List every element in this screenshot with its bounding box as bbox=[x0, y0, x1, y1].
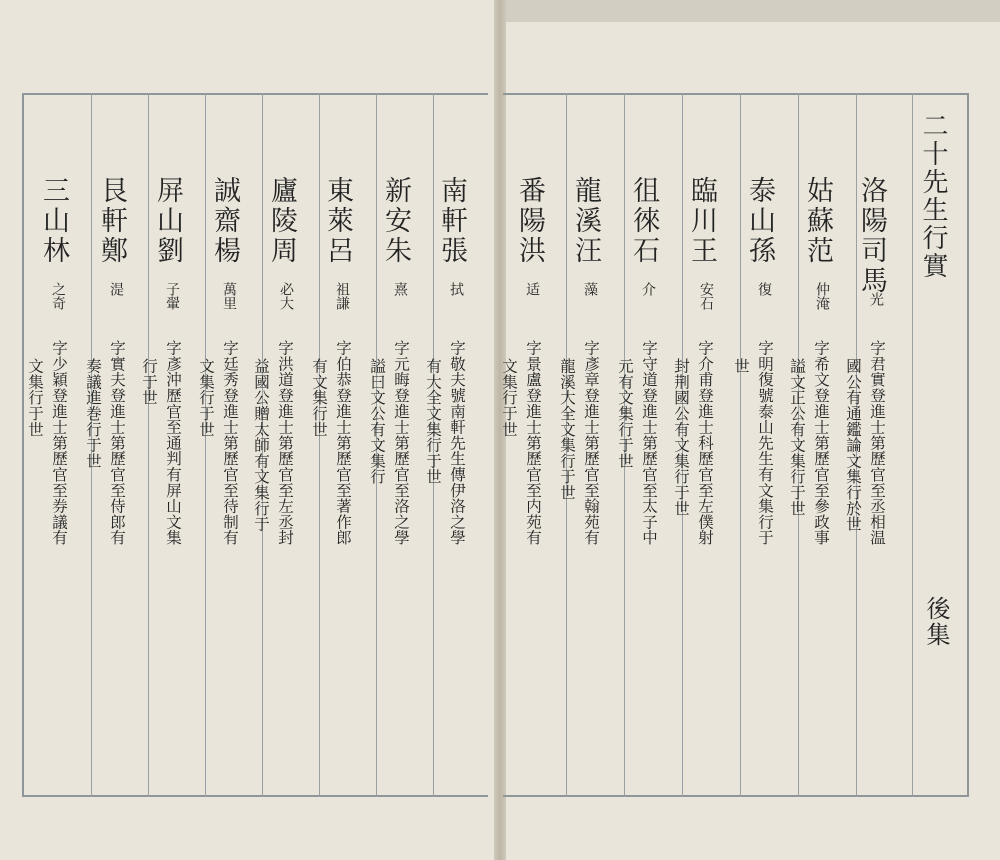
scholar-bio-continued: 謚文正公有文集行于世 bbox=[788, 358, 806, 516]
scholar-name: 廬陵周 bbox=[266, 176, 297, 266]
scholar-given-name: 仲淹 bbox=[814, 282, 830, 310]
scholar-bio: 字伯恭登進士第歷官至著作郎 bbox=[334, 340, 352, 546]
column-rule bbox=[205, 93, 206, 797]
scholar-given-name: 拭 bbox=[448, 282, 464, 296]
scholar-bio: 字君實登進士第歷官至丞相温 bbox=[868, 340, 886, 546]
scholar-name: 艮軒鄭 bbox=[96, 176, 127, 266]
scholar-given-name: 子翬 bbox=[164, 282, 180, 310]
scholar-bio-continued: 龍溪大全文集行于世 bbox=[558, 358, 576, 501]
scholar-bio-continued: 國公有通鑑論文集行於世 bbox=[844, 358, 862, 532]
scholar-name: 誠齋楊 bbox=[209, 176, 240, 266]
scholar-bio-continued: 世 bbox=[732, 358, 750, 374]
scholar-bio: 字洪道登進士第歷官至左丞封 bbox=[276, 340, 294, 546]
scholar-given-name: 必大 bbox=[278, 282, 294, 310]
scholar-name: 泰山孫 bbox=[744, 176, 775, 266]
scholar-name: 新安朱 bbox=[380, 176, 411, 266]
scholar-given-name: 祖謙 bbox=[334, 282, 350, 310]
scholar-bio-continued: 有大全文集行于世 bbox=[424, 358, 442, 485]
scholar-name: 洛陽司馬 bbox=[856, 176, 887, 296]
scholar-name: 屏山劉 bbox=[152, 176, 183, 266]
column-rule bbox=[319, 93, 320, 797]
scholar-name: 臨川王 bbox=[686, 176, 717, 266]
column-rule bbox=[148, 93, 149, 797]
scholar-bio: 字少穎登進士第歷官至券議有 bbox=[50, 340, 68, 546]
scholar-bio: 字介甫登進士科歷官至左僕射 bbox=[696, 340, 714, 546]
scholar-bio-continued: 行于世 bbox=[140, 358, 158, 406]
scholar-name: 龍溪汪 bbox=[570, 176, 601, 266]
scholar-given-name: 復 bbox=[756, 282, 772, 296]
scholar-bio: 字景盧登進士第歷官至内苑有 bbox=[524, 340, 542, 546]
scholar-given-name: 熹 bbox=[392, 282, 408, 296]
scholar-bio-continued: 奏議進巻行于世 bbox=[84, 358, 102, 469]
scholar-bio: 字敬夫號南軒先生傳伊洛之學 bbox=[448, 340, 466, 546]
scholar-given-name: 介 bbox=[640, 282, 656, 296]
scholar-name: 姑蘇范 bbox=[802, 176, 833, 266]
scholar-name: 徂徠石 bbox=[628, 176, 659, 266]
scholar-given-name: 光 bbox=[868, 292, 884, 306]
scholar-bio-continued: 元有文集行于世 bbox=[616, 358, 634, 469]
scholar-bio-continued: 文集行于世 bbox=[500, 358, 518, 437]
book-title: 二十先生行實 bbox=[918, 112, 948, 280]
scholar-given-name: 之奇 bbox=[50, 282, 66, 310]
scholar-bio-continued: 益國公贈太師有文集行于 bbox=[252, 358, 270, 532]
section-label: 後集 bbox=[922, 596, 950, 648]
scholar-name: 東萊呂 bbox=[322, 176, 353, 266]
scholar-bio: 字明復號泰山先生有文集行于 bbox=[756, 340, 774, 546]
scholar-bio: 字彥章登進士第歷官至翰苑有 bbox=[582, 340, 600, 546]
scholar-bio: 字守道登進士第歷官至太子中 bbox=[640, 340, 658, 546]
scholar-name: 三山林 bbox=[38, 176, 69, 266]
column-rule bbox=[912, 93, 913, 797]
scholar-given-name: 藻 bbox=[582, 282, 598, 296]
scholar-name: 南軒張 bbox=[436, 176, 467, 266]
scholar-bio: 字實夫登進士第歷官至侍郎有 bbox=[108, 340, 126, 546]
scholar-bio-continued: 封荆國公有文集行于世 bbox=[672, 358, 690, 516]
scholar-given-name: 安石 bbox=[698, 282, 714, 310]
scholar-bio: 字希文登進士第歷官至參政事 bbox=[812, 340, 830, 546]
column-rule bbox=[740, 93, 741, 797]
scholar-bio: 字廷秀登進士第歷官至待制有 bbox=[221, 340, 239, 546]
scholar-given-name: 适 bbox=[524, 282, 540, 296]
scholar-bio-continued: 有文集行世 bbox=[310, 358, 328, 437]
scholar-given-name: 萬里 bbox=[221, 282, 237, 310]
scholar-bio-continued: 謚曰文公有文集行 bbox=[368, 358, 386, 485]
scholar-bio: 字彥沖歷官至通判有屏山文集 bbox=[164, 340, 182, 546]
scholar-given-name: 湜 bbox=[108, 282, 124, 296]
scholar-bio-continued: 文集行于世 bbox=[197, 358, 215, 437]
scholar-name: 番陽洪 bbox=[514, 176, 545, 266]
scholar-bio-continued: 文集行于世 bbox=[26, 358, 44, 437]
scholar-bio: 字元晦登進士第歷官至洛之學 bbox=[392, 340, 410, 546]
page-edge bbox=[500, 0, 1000, 22]
